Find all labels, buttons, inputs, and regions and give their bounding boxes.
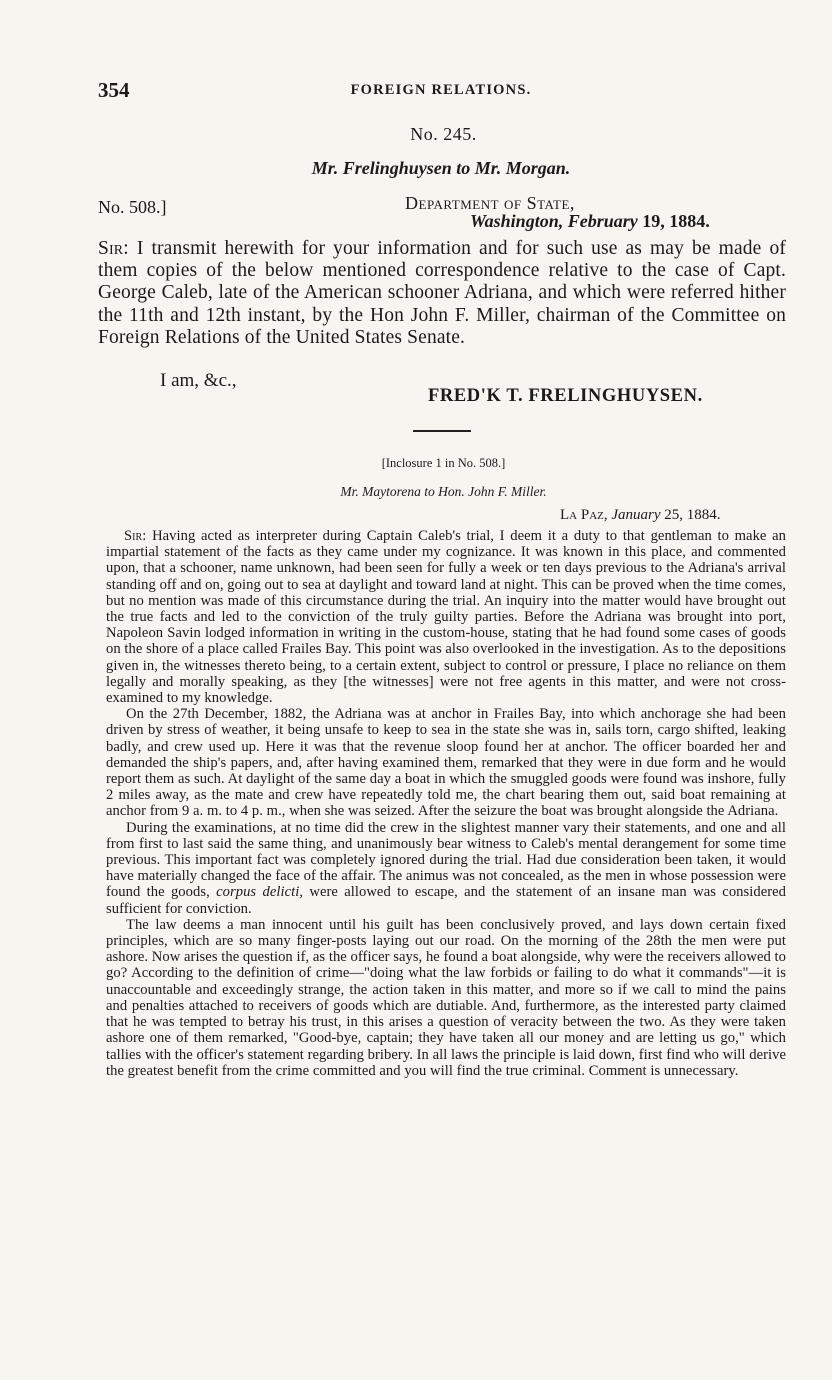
paragraph-text: : Having acted as interpreter during Captain Caleb's trial, I deem it a duty to that gentleman to make an impartial statement of the facts as they came under my cognizance. It was known in this place, and commented upon, that a schooner, name unknown, had been seen for fully a week or ten days previous to the Adriana's arrival standing off and on, going out to sea at daylight and toward land at night. This can be proved when the time comes, but no mention was made of this circumstance during the trial. An inquiry into the matter would have brought out the true facts and led to the conviction of the truly guilty parties. Before the Adriana was brought into port, Napoleon Savin lodged information in writing in the custom-house, stating that he had found some cases of goods on the shore of a place called Frailes Bay. This point was also overlooked in the investigation. As to the depositions given in, the witnesses thereto being, to a certain extent, subject to control or pressure, I place no reliance on them legally and morally speaking, as they [the witnesses] were not free agents in this matter, and were not cross-examined to my knowledge. [106, 528, 786, 707]
latin-term: corpus delicti, [216, 884, 304, 901]
dispatch-number: No. 508.] [98, 197, 167, 217]
inclosure-paragraph: The law deems a man innocent until his guilt has been conclusively proved, and lays down certain fixed principles, which are so many finger-posts laying out our road. On the morning of the 28th the men were put ashore. Now arises the question if, as the officer says, he found a boat alongside, why were the receivers allowed to go? According to the definition of crime—"doing what the law forbids or failing to do what it commands"—it is unaccountable and exceedingly strange, the action taken in this matter, and more so if we call to mind the pains and penalties attached to receivers of goods which are dutiable. And, furthermore, as the interested party claimed that he was tempted to betray his trust, in this arises a question of veracity between the two. As they were taken ashore one of them remarked, "Good-bye, captain; they have taken all our money and are letting us go," which tallies with the officer's statement regarding bribery. In all laws the principle is laid down, first find who will derive the greatest benefit from the crime committed and you will find the true criminal. Comment is unnecessary. [106, 916, 786, 1079]
section-divider [413, 430, 471, 432]
inclosure-dateline-month: January [611, 507, 661, 523]
running-head: FOREIGN RELATIONS. [350, 82, 532, 98]
inclosure-label: [Inclosure 1 in No. 508.] [381, 456, 506, 470]
page-number: 354 [98, 78, 130, 102]
letter-closing: I am, &c., [160, 370, 237, 391]
letter-body [98, 238, 786, 349]
paragraph-text: During the examinations, at no time did the crew in the slightest manner vary their statements, and one and all from first to last said the same thing, and unanimously bear witness to Caleb's mental derangement for some time previous. This important fact was completely ignored during the trial. Had due consideration been taken, it would have materially changed the face of the affair. The animus was not concealed, as the men in whose possession were found the goods, [106, 819, 786, 901]
inclosure-title: Mr. Maytorena to Hon. John F. Miller. [340, 484, 547, 499]
inclosure-salutation: Sir [124, 528, 143, 544]
inclosure-paragraph [106, 820, 786, 917]
inclosure-paragraph: On the 27th December, 1882, the Adriana was at anchor in Frailes Bay, into which anchorage she had been driven by stress of weather, it being unsafe to keep to sea in the state she was in, sails torn, cargo shifted, leaking badly, and crew used up. Here it was that the revenue sloop found her at anchor. The officer boarded her and demanded the ship's papers, and, after having examined them, remarked that they were in due form and he would report them as such. At daylight of the same day a boat in which the smuggled goods were found was inshore, fully 2 miles away, as the mate and crew have repeatedly told me, the chart bearing them out, said boat remaining at anchor from 9 a. m. to 4 p. m., when she was seized. After the seizure the boat was brought alongside the Adriana. [106, 706, 786, 820]
letter-text: : I transmit herewith for your information and for such use as may be made of them copies of the below mentioned correspondence relative to the case of Capt. George Caleb, late of the American schooner Adriana, and which were referred hither the 11th and 12th instant, by the Hon John F. Miller, chairman of the Committee on Foreign Relations of the United States Senate. [98, 238, 786, 348]
letter-salutation: Sir [98, 238, 124, 259]
inclosure-dateline [560, 507, 721, 524]
paragraph-text: were allowed to escape, and the statement of an insane man was considered sufficient for conviction. [106, 884, 787, 917]
dateline-year: 19, 1884. [642, 211, 710, 231]
inclosure-dateline-year: 25, 1884. [664, 507, 721, 523]
inclosure-paragraph [106, 528, 786, 706]
inclosure-body [106, 528, 786, 1079]
inclosure-dateline-place: La Paz, [560, 507, 608, 523]
document-title: Mr. Frelinghuysen to Mr. Morgan. [311, 158, 571, 178]
page-header [98, 78, 784, 104]
letter-signature: FRED'K T. FRELINGHUYSEN. [428, 386, 703, 406]
letter-dateline [470, 211, 710, 232]
dateline-place-month: Washington, February [470, 211, 638, 231]
department-heading: Department of State, [405, 193, 575, 213]
document-number: No. 245. [410, 124, 477, 144]
